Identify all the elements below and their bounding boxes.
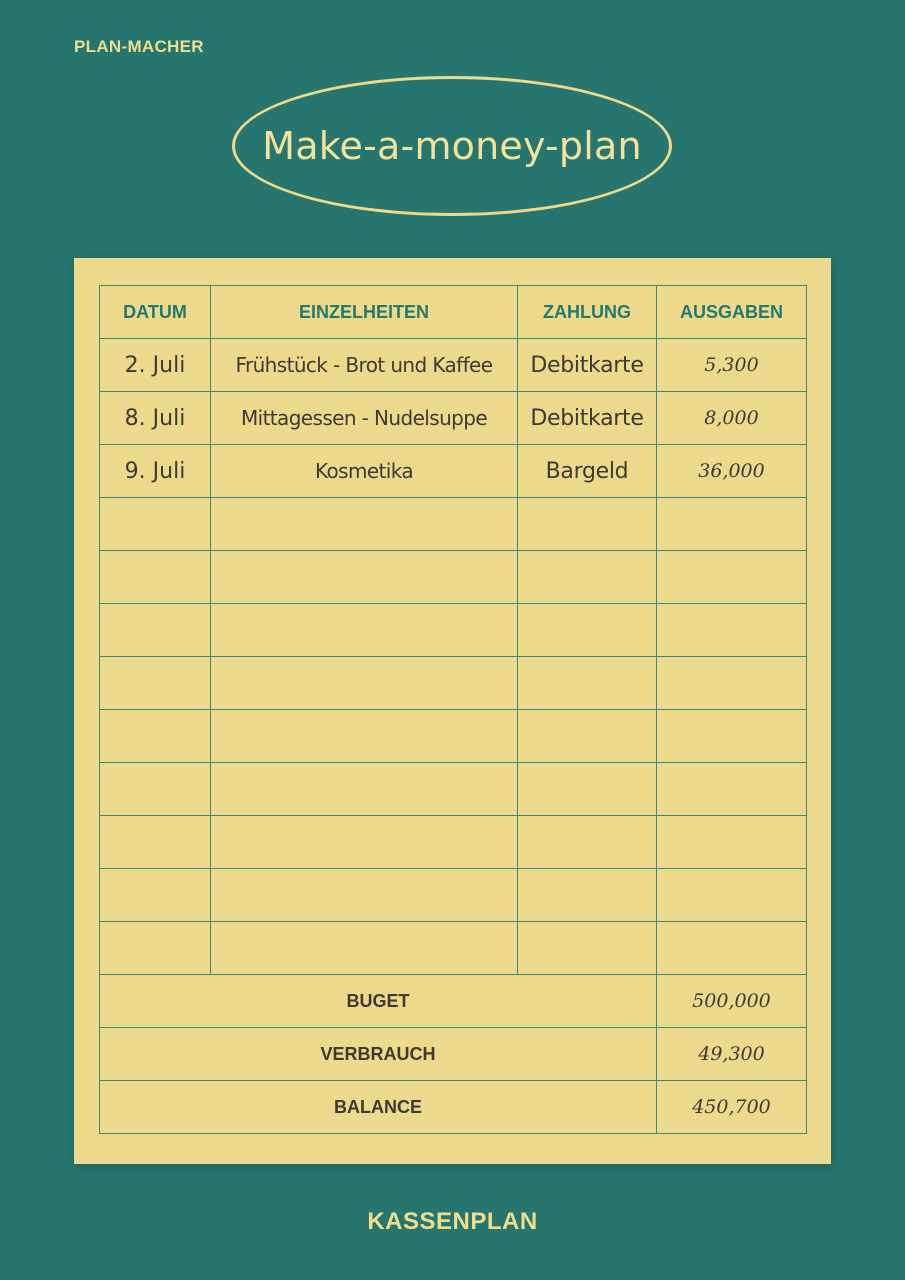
cell-payment [518, 498, 657, 551]
summary-label: BALANCE [100, 1081, 657, 1134]
summary-label: VERBRAUCH [100, 1028, 657, 1081]
cell-payment [518, 710, 657, 763]
table-row [100, 339, 807, 392]
cell-date [100, 604, 211, 657]
cell-date [100, 763, 211, 816]
cell-amount [657, 604, 807, 657]
cell-amount: 36,000 [657, 445, 807, 498]
summary-label: BUGET [100, 975, 657, 1028]
summary-row [100, 1081, 807, 1134]
table-row [100, 551, 807, 604]
footer-label: KASSENPLAN [367, 1208, 538, 1235]
cell-payment [518, 551, 657, 604]
cell-date [100, 551, 211, 604]
table-row [100, 869, 807, 922]
cell-payment [518, 816, 657, 869]
cell-details [211, 498, 518, 551]
cell-payment [518, 763, 657, 816]
table-row [100, 922, 807, 975]
table-header-row [100, 286, 807, 339]
column-header-payment: ZAHLUNG [518, 286, 657, 339]
cell-details [211, 604, 518, 657]
cell-date [100, 816, 211, 869]
cell-payment [518, 657, 657, 710]
brand-label: PLAN-MACHER [74, 37, 204, 56]
cell-payment [518, 604, 657, 657]
table-row [100, 710, 807, 763]
cell-payment [518, 869, 657, 922]
cell-amount [657, 498, 807, 551]
cell-payment: Bargeld [518, 445, 657, 498]
cell-payment: Debitkarte [518, 392, 657, 445]
title-oval [232, 76, 672, 216]
cell-date: 9. Juli [100, 445, 211, 498]
cell-details: Mittagessen - Nudelsuppe [211, 392, 518, 445]
cell-date [100, 922, 211, 975]
cell-details: Kosmetika [211, 445, 518, 498]
cell-amount [657, 869, 807, 922]
cell-amount [657, 710, 807, 763]
table-row [100, 763, 807, 816]
cell-date: 2. Juli [100, 339, 211, 392]
ledger-paper [74, 258, 831, 1164]
cell-details [211, 763, 518, 816]
cell-amount: 8,000 [657, 392, 807, 445]
table-row [100, 657, 807, 710]
table-row [100, 392, 807, 445]
cell-details [211, 710, 518, 763]
cell-date [100, 498, 211, 551]
summary-value: 49,300 [657, 1028, 807, 1081]
cell-date: 8. Juli [100, 392, 211, 445]
cell-amount: 5,300 [657, 339, 807, 392]
summary-row [100, 1028, 807, 1081]
cell-details [211, 869, 518, 922]
summary-value: 500,000 [657, 975, 807, 1028]
page-title: Make-a-money-plan [262, 124, 642, 168]
cell-date [100, 657, 211, 710]
summary-row [100, 975, 807, 1028]
table-row [100, 445, 807, 498]
summary-value: 450,700 [657, 1081, 807, 1134]
column-header-expenses: AUSGABEN [657, 286, 807, 339]
expense-table [99, 285, 807, 1134]
cell-amount [657, 657, 807, 710]
cell-details [211, 657, 518, 710]
cell-amount [657, 763, 807, 816]
cell-details: Frühstück - Brot und Kaffee [211, 339, 518, 392]
cell-amount [657, 551, 807, 604]
column-header-date: DATUM [100, 286, 211, 339]
cell-payment: Debitkarte [518, 339, 657, 392]
cell-details [211, 922, 518, 975]
column-header-details: EINZELHEITEN [211, 286, 518, 339]
cell-date [100, 869, 211, 922]
cell-date [100, 710, 211, 763]
cell-details [211, 551, 518, 604]
table-row [100, 816, 807, 869]
cell-amount [657, 816, 807, 869]
cell-payment [518, 922, 657, 975]
cell-amount [657, 922, 807, 975]
table-row [100, 498, 807, 551]
cell-details [211, 816, 518, 869]
table-row [100, 604, 807, 657]
